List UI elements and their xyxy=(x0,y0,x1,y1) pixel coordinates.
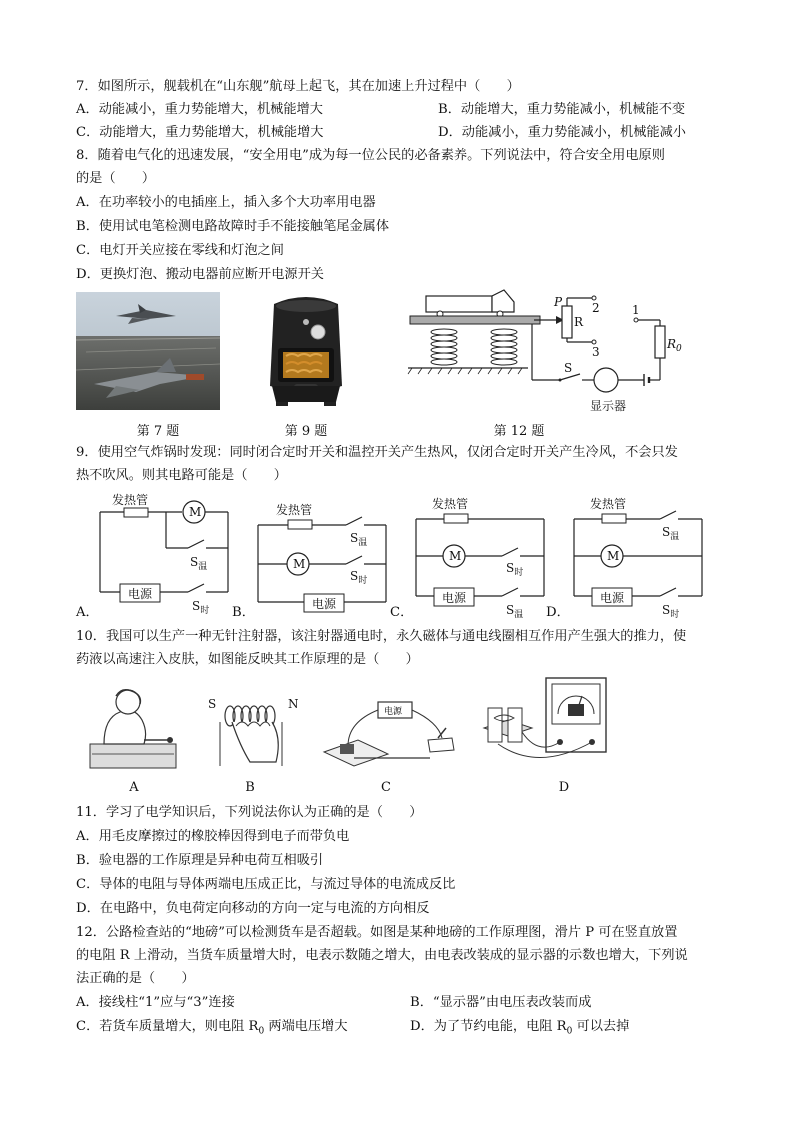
q12-option-d: D．为了节约电能，电阻 $R_0$ 可以去掉 xyxy=(410,1019,630,1037)
q9-circuit-a xyxy=(96,488,236,618)
label-switch-s: S xyxy=(564,361,573,375)
q12-option-b: B．“显示器”由电压表改装而成 xyxy=(410,995,592,1010)
source-label-b: 电源 xyxy=(312,597,337,611)
q10-figure-c xyxy=(318,692,464,774)
q9-stem-line2: 热不吹风。则其电路可能是（ ） xyxy=(76,468,287,483)
caption-fig9: 第 9 题 xyxy=(284,424,328,439)
q7-option-d: D．动能减小，重力势能减小，机械能减小 xyxy=(438,125,686,140)
q9-letter-b: B． xyxy=(232,605,255,620)
caption-fig12: 第 12 题 xyxy=(493,424,545,439)
caption-fig7: 第 7 题 xyxy=(136,424,180,439)
q8-option-c: C．电灯开关应接在零线和灯泡之间 xyxy=(76,243,284,258)
q7-option-a: A．动能减小，重力势能增大，机械能增大 xyxy=(76,102,323,117)
label-display: 显示器 xyxy=(590,399,627,413)
q12-weighbridge-circuit xyxy=(404,286,682,418)
q8-option-a: A．在功率较小的电插座上，插入多个大功率用电器 xyxy=(76,195,376,210)
q9-letter-d: D． xyxy=(546,605,570,620)
source-label-c: 电源 xyxy=(442,591,467,605)
q9-air-fryer-photo xyxy=(256,292,356,412)
q12-stem-line1: 12．公路检查站的“地磅”可以检测货车是否超载。如图是某种地磅的工作原理图，滑片 P 可在竖直放置 xyxy=(76,925,678,940)
switch-time-label-c: $S_时$ xyxy=(506,561,524,578)
motor-label-c: M xyxy=(449,549,462,563)
q11-stem: 11．学习了电学知识后，下列说法你认为正确的是（ ） xyxy=(76,805,423,820)
motor-label-b: M xyxy=(293,557,306,571)
q10-letter-c: C xyxy=(381,780,391,795)
motor-label-d: M xyxy=(607,549,620,563)
q9-letter-c: C． xyxy=(390,605,414,620)
label-terminal-3: 3 xyxy=(592,345,600,359)
q12-stem-line2: 的电阻 R 上滑动，当货车质量增大时，电表示数随之增大，由电表改装成的显示器的示数也增大，下列说 xyxy=(76,948,688,963)
q10-stem-line1: 10．我国可以生产一种无针注射器，该注射器通电时，永久磁体与通电线圈相互作用产生强大的推力，使 xyxy=(76,629,687,644)
switch-temp-label-d: $S_温$ xyxy=(662,525,680,542)
label-p: P xyxy=(554,295,563,309)
q9-letter-a: A． xyxy=(76,605,99,620)
q10-letter-d: D xyxy=(558,780,570,795)
q8-stem-line1: 8．随着电气化的迅速发展，“安全用电”成为每一位公民的必备素养。下列说法中，符合安全用电原则 xyxy=(76,148,665,163)
q8-option-b: B．使用试电笔检测电路故障时手不能接触笔尾金属体 xyxy=(76,219,390,234)
switch-time-label-a: $S_时$ xyxy=(192,599,210,616)
q10-figure-a xyxy=(84,684,182,776)
q9-circuit-c xyxy=(412,492,552,618)
q7-option-c: C．动能增大，重力势能增大，机械能增大 xyxy=(76,125,324,140)
q10-stem-line2: 药液以高速注入皮肤，如图能反映其工作原理的是（ ） xyxy=(76,652,419,667)
q11-option-a: A．用毛皮摩擦过的橡胶棒因得到电子而带负电 xyxy=(76,829,350,844)
label-r0: $R_0$ xyxy=(667,337,682,354)
label-r: R xyxy=(574,315,584,329)
q9-circuit-b xyxy=(254,498,394,618)
coil-s-label: S xyxy=(208,697,217,711)
power-box-label: 电源 xyxy=(384,707,403,717)
q11-option-c: C．导体的电阻与导体两端电压成正比，与流过导体的电流成反比 xyxy=(76,877,456,892)
heater-label-b: 发热管 xyxy=(276,503,313,517)
q10-letter-b: B xyxy=(245,780,255,795)
heater-label-d: 发热管 xyxy=(590,497,627,511)
q9-circuit-d xyxy=(570,492,710,618)
motor-label-a: M xyxy=(189,505,202,519)
switch-temp-label-c: $S_温$ xyxy=(506,603,524,620)
q11-option-b: B．验电器的工作原理是异种电荷互相吸引 xyxy=(76,853,324,868)
source-label-a: 电源 xyxy=(128,587,153,601)
q11-option-d: D．在电路中，负电荷定向移动的方向一定与电流的方向相反 xyxy=(76,901,430,916)
q10-letter-a: A xyxy=(129,780,139,795)
switch-time-label-d: $S_时$ xyxy=(662,603,680,620)
q10-figure-b xyxy=(206,692,302,774)
q8-option-d: D．更换灯泡、搬动电器前应断开电源开关 xyxy=(76,267,324,282)
q7-stem: 7．如图所示，舰载机在“山东舰”航母上起飞，其在加速上升过程中（ ） xyxy=(76,79,520,94)
switch-time-label-b: $S_时$ xyxy=(350,569,368,586)
switch-temp-label-b: $S_温$ xyxy=(350,531,368,548)
heater-label-c: 发热管 xyxy=(432,497,469,511)
source-label-d: 电源 xyxy=(600,591,625,605)
q7-option-b: B．动能增大，重力势能减小，机械能不变 xyxy=(438,102,686,117)
label-terminal-1: 1 xyxy=(632,303,640,317)
q12-option-a: A．接线柱“1”应与“3”连接 xyxy=(76,995,235,1010)
q10-figure-d xyxy=(478,674,612,776)
switch-temp-label-a: $S_温$ xyxy=(190,555,208,572)
q8-stem-line2: 的是（ ） xyxy=(76,171,156,186)
coil-n-label: N xyxy=(288,697,299,711)
q9-stem-line1: 9．使用空气炸锅时发现：同时闭合定时开关和温控开关产生热风，仅闭合定时开关产生冷风，不会只发 xyxy=(76,445,678,460)
q12-option-c: C．若货车质量增大，则电阻 $R_0$ 两端电压增大 xyxy=(76,1019,348,1037)
label-terminal-2: 2 xyxy=(592,301,600,315)
q12-stem-line3: 法正确的是（ ） xyxy=(76,971,195,986)
heater-label-a: 发热管 xyxy=(112,493,149,507)
q7-carrier-photo xyxy=(76,292,220,410)
